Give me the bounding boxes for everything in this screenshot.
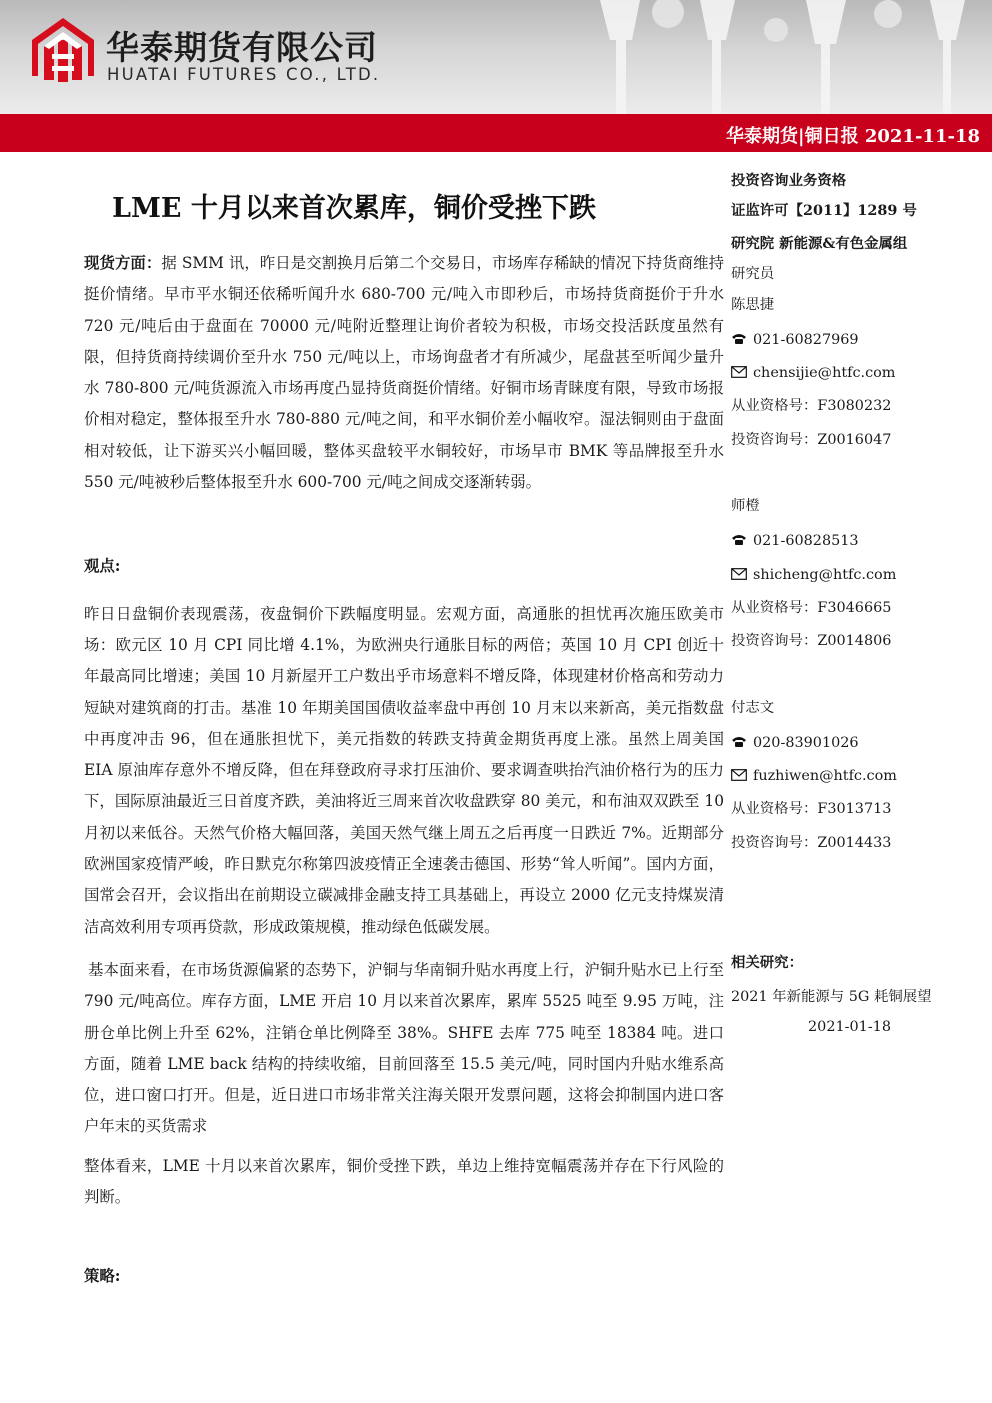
phone-icon bbox=[731, 524, 753, 558]
analyst-phone: 021-60827969 bbox=[753, 331, 859, 348]
analyst-name: 付志文 bbox=[731, 699, 775, 716]
spot-paragraph bbox=[84, 248, 724, 498]
company-name-cn: 华泰期货有限公司 bbox=[106, 28, 378, 67]
spot-text: 据 SMM 讯，昨日是交割换月后第二个交易日，市场库存稀缺的情况下持货商维持挺价情绪。早市平水铜还依稀听闻升水 680-700 元/吨入市即秒后，市场持货商挺价于升水 720 元/吨后由于盘面在 70000 元/吨附近整理让询价者较为积极，市场交投活跃度虽然有限，但持货商持续调价至升水 750 元/吨以上，市场询盘者才有所减少，尾盘甚至听闻少量升水 780-800 元/吨货源流入市场再度凸显持货商挺价情绪。好铜市场青睐度有限，导致市场报价相对稳定，整体报至升水 780-880 元/吨之间，和平水铜价差小幅收窄。湿法铜则由于盘面相对较低，让下游买兴小幅回暖，整体买盘较平水铜较好，市场早市 BMK 等品牌报至升水 550 元/吨被秒后整体报至升水 600-700 元/吨之间成交逐渐转弱。 bbox=[84, 254, 724, 492]
fundamental-paragraph: 基本面来看，在市场货源偏紧的态势下，沪铜与华南铜升贴水再度上行，沪铜升贴水已上行至 790 元/吨高位。库存方面，LME 开启 10 月以来首次累库，累库 5525 吨至 9.95 万吨，注册仓单比例上升至 62%，注销仓单比例降至 38%。SHFE 去库 775 吨至 18384 吨。进口方面，随着 LME back 结构的持续收缩，目前回落至 15.5 美元/吨，同时国内升贴水维系高位，进口窗口打开。但是，近日进口市场非常关注海关限开发票问题，这将会抑制国内进口客户年末的买货需求 bbox=[84, 960, 724, 1136]
analyst-email-row bbox=[731, 356, 981, 390]
report-title: LME 十月以来首次累库，铜价受挫下跌 bbox=[112, 193, 596, 224]
related-research-title: 相关研究： bbox=[731, 954, 803, 972]
analyst-license: 从业资格号：F3046665 bbox=[731, 599, 892, 616]
analyst-email[interactable]: chensijie@htfc.com bbox=[753, 365, 896, 382]
company-name-en: HUATAI FUTURES CO., LTD. bbox=[107, 65, 381, 84]
analyst-card bbox=[731, 692, 981, 860]
related-research-item[interactable]: 2021 年新能源与 5G 耗铜展望 bbox=[731, 989, 932, 1006]
related-research-date: 2021-01-18 bbox=[808, 1019, 891, 1036]
analyst-email-row bbox=[731, 558, 981, 592]
qualification-title: 投资咨询业务资格 bbox=[731, 172, 847, 189]
report-tag: 华泰期货|铜日报 2021-11-18 bbox=[726, 126, 980, 147]
analyst-card bbox=[731, 289, 981, 457]
spot-label: 现货方面： bbox=[84, 254, 162, 272]
analyst-consult: 投资咨询号：Z0016047 bbox=[731, 431, 892, 448]
overall-paragraph: 整体看来，LME 十月以来首次累库，铜价受挫下跌，单边上维持宽幅震荡并存在下行风险的判断。 bbox=[84, 1156, 724, 1207]
analyst-consult: 投资咨询号：Z0014433 bbox=[731, 834, 892, 851]
strategy-heading: 策略: bbox=[84, 1267, 121, 1286]
main-content bbox=[84, 248, 724, 1293]
analyst-email[interactable]: fuzhiwen@htfc.com bbox=[753, 768, 897, 785]
analyst-consult: 投资咨询号：Z0014806 bbox=[731, 633, 892, 650]
researcher-label: 研究员 bbox=[731, 266, 775, 282]
sidebar bbox=[731, 166, 981, 1042]
analyst-phone: 020-83901026 bbox=[753, 734, 859, 751]
analyst-email[interactable]: shicheng@htfc.com bbox=[753, 566, 897, 583]
view-heading: 观点: bbox=[84, 557, 121, 576]
analyst-name: 师橙 bbox=[731, 498, 760, 515]
page-header bbox=[0, 0, 992, 114]
analyst-phone-row bbox=[731, 726, 981, 760]
analyst-phone: 021-60828513 bbox=[753, 532, 859, 549]
phone-icon bbox=[731, 323, 753, 357]
institute-name: 研究院 新能源&有色金属组 bbox=[731, 235, 908, 252]
analyst-name: 陈思捷 bbox=[731, 297, 775, 313]
report-banner bbox=[0, 114, 992, 152]
analyst-email-row bbox=[731, 759, 981, 793]
huatai-logo-icon bbox=[30, 16, 96, 88]
mail-icon bbox=[731, 759, 753, 793]
analyst-card bbox=[731, 490, 981, 658]
analyst-license: 从业资格号：F3080232 bbox=[731, 398, 892, 415]
mail-icon bbox=[731, 356, 753, 390]
analyst-phone-row bbox=[731, 323, 981, 357]
view-paragraph: 昨日日盘铜价表现震荡，夜盘铜价下跌幅度明显。宏观方面，高通胀的担忧再次施压欧美市场：欧元区 10 月 CPI 同比增 4.1%，为欧洲央行通胀目标的两倍；英国 10 月 CPI 创近十年最高同比增速；美国 10 月新屋开工户数出乎市场意料不增反降，体现建材价格高和劳动力短缺对建筑商的打击。基准 10 年期美国国债收益率盘中再创 10 月末以来新高，美元指数盘中再度冲击 96，但在通胀担忧下，美元指数的转跌支持黄金期货再度上涨。虽然上周美国 EIA 原油库存意外不增反降，但在拜登政府寻求打压油价、要求调查哄抬汽油价格行为的压力下，国际原油最近三日首度齐跌，美油将近三周来首次收盘跌穿 80 美元，和布油双双跌至 10 月初以来低谷。天然气价格大幅回落，美国天然气继上周五之后再度一日跌近 7%。近期部分欧洲国家疫情严峻，昨日默克尔称第四波疫情正全速袭击德国、形势“耸人听闻”。国内方面，国常会召开，会议指出在前期设立碳减排金融支持工具基础上，再设立 2000 亿元支持煤炭清洁高效利用专项再贷款，形成政策规模，推动绿色低碳发展。 bbox=[84, 604, 724, 936]
analyst-license: 从业资格号：F3013713 bbox=[731, 800, 892, 817]
mail-icon bbox=[731, 558, 753, 592]
analyst-phone-row bbox=[731, 524, 981, 558]
license-number: 证监许可【2011】1289 号 bbox=[731, 202, 917, 219]
phone-icon bbox=[731, 726, 753, 760]
